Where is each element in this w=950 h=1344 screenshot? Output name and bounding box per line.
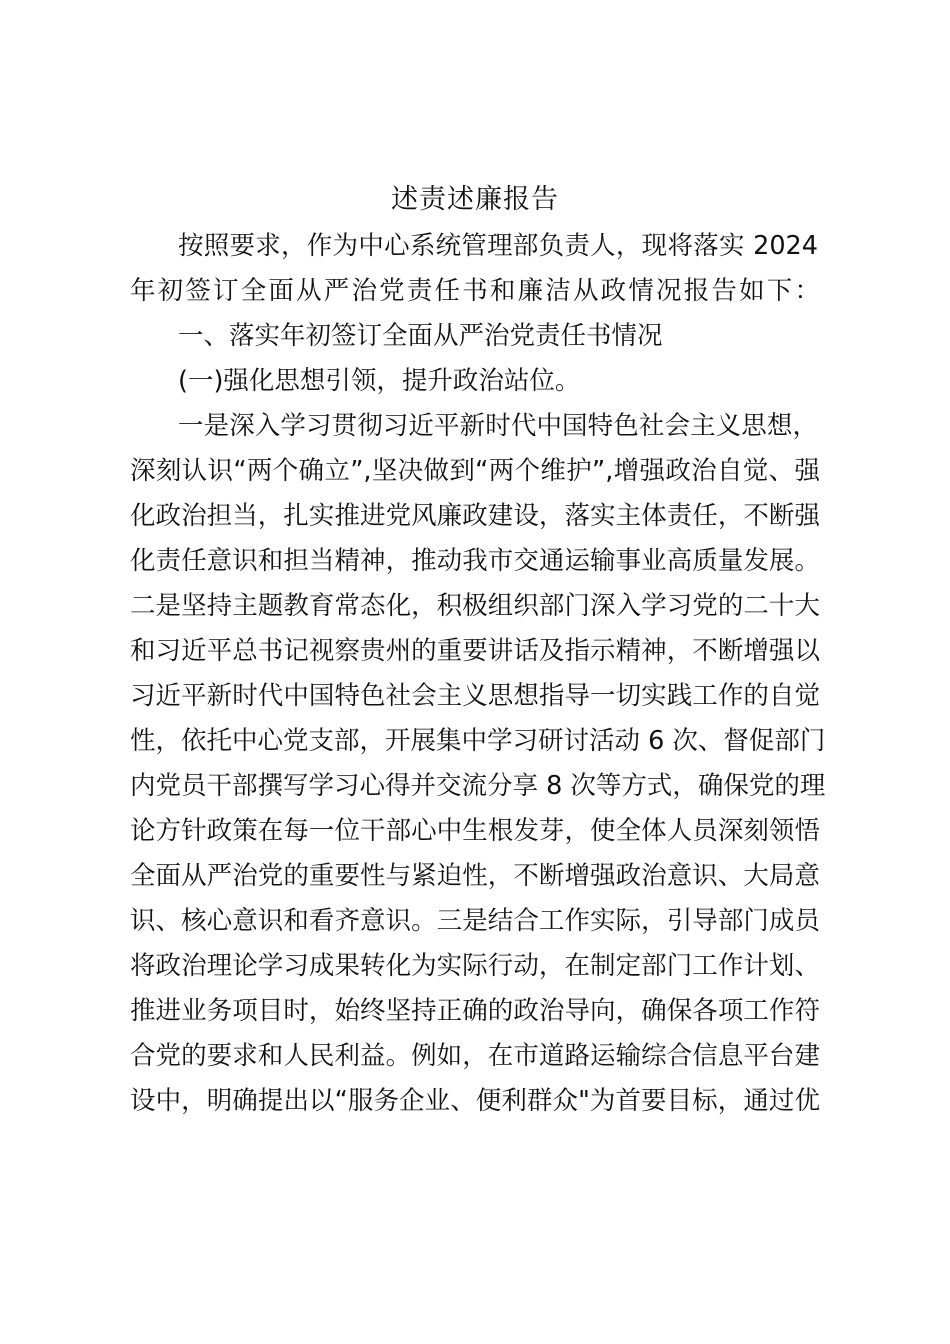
paragraph-line: 和习近平总书记视察贵州的重要讲话及指示精神，不断增强以 bbox=[130, 636, 820, 666]
paragraph-line: 深刻认识“两个确立”,坚决做到“两个维护”,增强政治自觉、强 bbox=[130, 456, 820, 486]
paragraph-line: 合党的要求和人民利益。例如，在市道路运输综合信息平台建 bbox=[130, 1041, 820, 1071]
paragraph-line: 习近平新时代中国特色社会主义思想指导一切实践工作的自觉 bbox=[130, 681, 820, 711]
paragraph-line: 性，依托中心党支部，开展集中学习研讨活动 6 次、督促部门 bbox=[130, 726, 826, 756]
paragraph-line: 化责任意识和担当精神，推动我市交通运输事业高质量发展。 bbox=[130, 546, 820, 576]
paragraph-line: 化政治担当，扎实推进党风廉政建设，落实主体责任，不断强 bbox=[130, 501, 820, 531]
paragraph-line: 一是深入学习贯彻习近平新时代中国特色社会主义思想， bbox=[178, 411, 818, 441]
paragraph-line: 年初签订全面从严治党责任书和廉洁从政情况报告如下： bbox=[130, 276, 820, 306]
paragraph-line: 识、核心意识和看齐意识。三是结合工作实际，引导部门成员 bbox=[130, 906, 820, 936]
document-title: 述责述廉报告 bbox=[391, 184, 559, 215]
paragraph-line: 内党员干部撰写学习心得并交流分享 8 次等方式，确保党的理 bbox=[130, 771, 826, 801]
section-heading: 一、落实年初签订全面从严治党责任书情况 bbox=[178, 321, 663, 351]
paragraph-line: 全面从严治党的重要性与紧迫性，不断增强政治意识、大局意 bbox=[130, 861, 820, 891]
paragraph-line: 将政治理论学习成果转化为实际行动，在制定部门工作计划、 bbox=[130, 951, 820, 981]
subsection-heading: (一)强化思想引领，提升政治站位。 bbox=[178, 366, 581, 396]
paragraph-line: 二是坚持主题教育常态化，积极组织部门深入学习党的二十大 bbox=[130, 591, 820, 621]
paragraph-line: 推进业务项目时，始终坚持正确的政治导向，确保各项工作符 bbox=[130, 996, 820, 1026]
paragraph-line: 论方针政策在每一位干部心中生根发芽，使全体人员深刻领悟 bbox=[130, 816, 820, 846]
paragraph-line: 设中，明确提出以“服务企业、便利群众"为首要目标，通过优 bbox=[130, 1086, 820, 1116]
paragraph-line: 按照要求，作为中心系统管理部负责人，现将落实 2024 bbox=[178, 231, 818, 261]
